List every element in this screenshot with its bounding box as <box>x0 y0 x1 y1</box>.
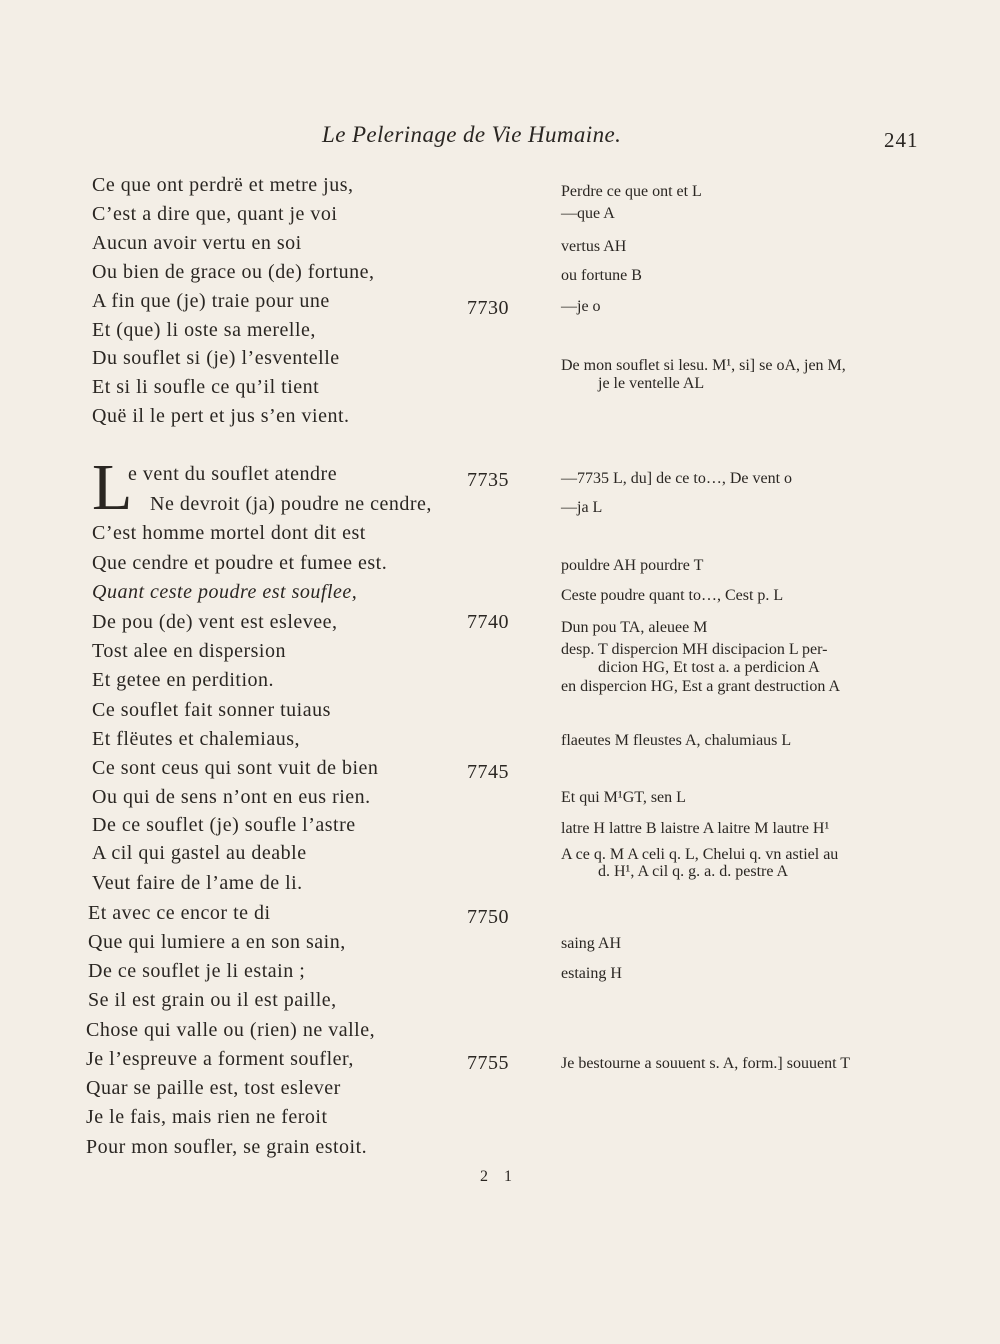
verse-line: Pour mon soufler, se grain estoit. <box>86 1136 368 1158</box>
verse-line: De ce souflet (je) soufle l’astre <box>92 814 356 836</box>
variant-note: Ceste poudre quant to…, Cest p. L <box>561 587 784 604</box>
verse-line: Et (que) li oste sa merelle, <box>92 319 316 341</box>
verse-line: Je le fais, mais rien ne feroit <box>86 1106 328 1128</box>
variant-note: je le ventelle AL <box>598 375 705 392</box>
variant-note: De mon souflet si lesu. M¹, si] se oA, jen M, <box>561 357 846 374</box>
variant-note: ou fortune B <box>561 267 642 284</box>
variant-note: saing AH <box>561 935 621 952</box>
page-number: 241 <box>884 128 919 152</box>
variant-note: d. H¹, A cil q. g. a. d. pestre A <box>598 863 789 880</box>
verse-line: A cil qui gastel au deable <box>92 842 307 864</box>
drop-cap: L <box>92 451 133 524</box>
variant-note: dicion HG, Et tost a. a perdicion A <box>598 659 820 676</box>
verse-line: Quar se paille est, tost eslever <box>86 1077 341 1099</box>
verse-line: Et si li soufle ce qu’il tient <box>92 376 320 398</box>
variant-note: —7735 L, du] de ce to…, De vent o <box>561 470 793 487</box>
verse-line: Ce souflet fait sonner tuiaus <box>92 699 331 721</box>
verse-line: A fin que (je) traie pour une <box>92 290 330 312</box>
verse-line: Que cendre et poudre et fumee est. <box>92 552 388 574</box>
verse-line: Du souflet si (je) l’esventelle <box>92 347 340 369</box>
variant-note: vertus AH <box>561 238 627 255</box>
verse-line: Quë il le pert et jus s’en vient. <box>92 405 350 427</box>
running-title: Le Pelerinage de Vie Humaine. <box>322 122 622 147</box>
variant-note: estaing H <box>561 965 622 982</box>
verse-line: Et flëutes et chalemiaus, <box>92 728 300 750</box>
signature-mark: 2 1 <box>480 1168 518 1185</box>
variant-note: Perdre ce que ont et L <box>561 183 702 200</box>
verse-line: Et avec ce encor te di <box>88 902 271 924</box>
variant-note: Dun pou TA, aleuee M <box>561 619 708 636</box>
verse-line: Je l’espreuve a forment soufler, <box>86 1048 354 1070</box>
variant-note: flaeutes M fleustes A, chalumiaus L <box>561 732 792 749</box>
variant-note: —je o <box>561 298 601 315</box>
variant-note: —que A <box>561 205 615 222</box>
verse-line: e vent du souflet atendre <box>128 463 338 485</box>
verse-line: Ou qui de sens n’ont en eus rien. <box>92 786 371 808</box>
line-number: 7745 <box>467 761 509 783</box>
verse-line: Aucun avoir vertu en soi <box>92 232 302 254</box>
line-number: 7750 <box>467 906 509 928</box>
variant-note: Et qui M¹GT, sen L <box>561 789 686 806</box>
verse-line: Ou bien de grace ou (de) fortune, <box>92 261 375 283</box>
variant-note: A ce q. M A celi q. L, Chelui q. vn astiel au <box>561 846 839 863</box>
verse-line: De ce souflet je li estain ; <box>88 960 306 982</box>
verse-line: Ce que ont perdrë et metre jus, <box>92 174 354 196</box>
verse-line: C’est homme mortel dont dit est <box>92 522 366 544</box>
variant-note: pouldre AH pourdre T <box>561 557 704 574</box>
verse-line: C’est a dire que, quant je voi <box>92 203 338 225</box>
variant-note: desp. T dispercion MH discipacion L per- <box>561 641 828 658</box>
verse-line: Tost alee en dispersion <box>92 640 286 662</box>
line-number: 7740 <box>467 611 509 633</box>
variant-note: Je bestourne a souuent s. A, form.] souuent T <box>561 1055 850 1072</box>
verse-line: Ce sont ceus qui sont vuit de bien <box>92 757 379 779</box>
verse-line: Que qui lumiere a en son sain, <box>88 931 346 953</box>
verse-line: Se il est grain ou il est paille, <box>88 989 337 1011</box>
variant-note: —ja L <box>561 499 603 516</box>
verse-line: Chose qui valle ou (rien) ne valle, <box>86 1019 376 1041</box>
verse-line: De pou (de) vent est eslevee, <box>92 611 338 633</box>
line-number: 7755 <box>467 1052 509 1074</box>
verse-line: Et getee en perdition. <box>92 669 275 691</box>
verse-line: Veut faire de l’ame de li. <box>92 872 303 894</box>
variant-note: latre H lattre B laistre A laitre M lautre H¹ <box>561 820 830 837</box>
line-number: 7735 <box>467 469 509 491</box>
verse-line: Ne devroit (ja) poudre ne cendre, <box>150 493 432 515</box>
line-number: 7730 <box>467 297 509 319</box>
verse-line: Quant ceste poudre est souflee, <box>92 581 358 603</box>
variant-note: en dispercion HG, Est a grant destruction A <box>561 678 841 695</box>
